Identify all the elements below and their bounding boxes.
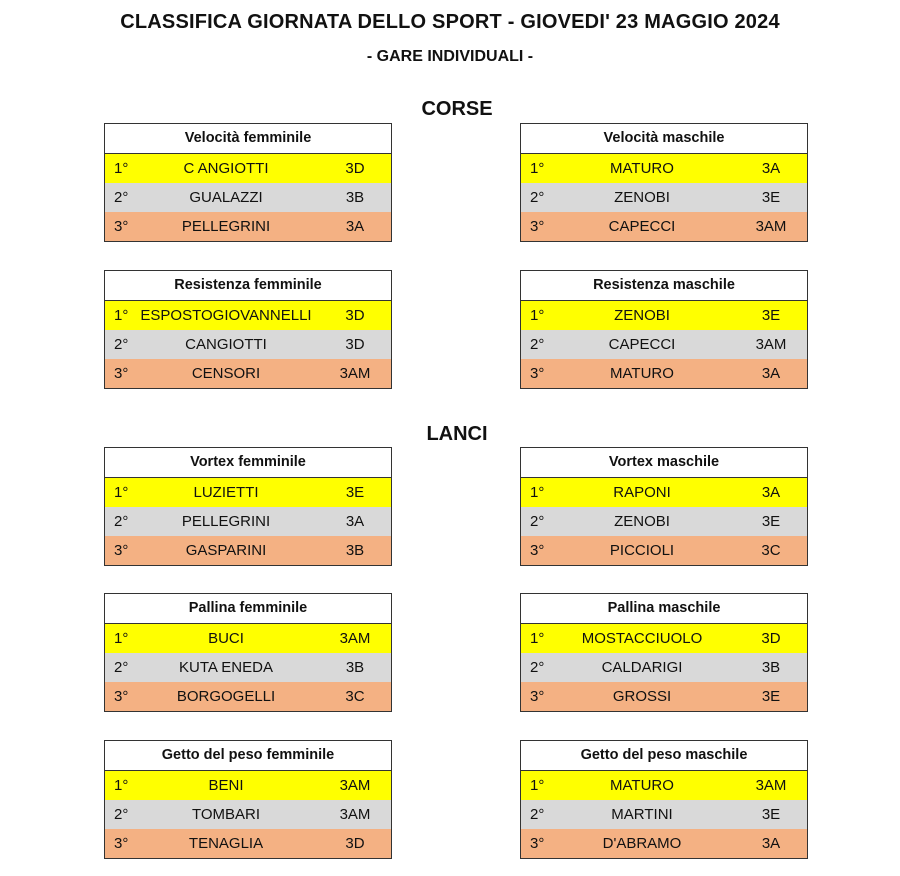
table-row xyxy=(105,829,391,858)
class-label: 3E xyxy=(345,484,365,501)
table-row xyxy=(521,359,807,388)
class-label: 3A xyxy=(761,835,781,852)
athlete-name: CAPECCI xyxy=(608,336,676,353)
class-label: 3D xyxy=(345,160,365,177)
board-title: Velocità femminile xyxy=(105,124,391,154)
position-label: 2° xyxy=(114,806,129,823)
table-row xyxy=(521,301,807,330)
table-row xyxy=(105,212,391,241)
table-row xyxy=(105,800,391,829)
position-label: 1° xyxy=(530,630,545,647)
athlete-name: MOSTACCIUOLO xyxy=(581,630,703,647)
table-row xyxy=(105,183,391,212)
class-label: 3E xyxy=(761,189,781,206)
table-row xyxy=(521,507,807,536)
athlete-name: PICCIOLI xyxy=(609,542,675,559)
athlete-name: PELLEGRINI xyxy=(181,513,271,530)
position-label: 1° xyxy=(530,160,545,177)
board-title: Getto del peso femminile xyxy=(105,741,391,771)
class-label: 3D xyxy=(761,630,781,647)
page-title: CLASSIFICA GIORNATA DELLO SPORT - GIOVEDI' 23 MAGGIO 2024 xyxy=(120,11,780,33)
board-vortex-maschile xyxy=(520,447,808,566)
class-label: 3B xyxy=(345,542,365,559)
class-label: 3E xyxy=(761,806,781,823)
table-row xyxy=(105,771,391,800)
table-row xyxy=(105,536,391,565)
class-label: 3B xyxy=(345,659,365,676)
athlete-name: KUTA ENEDA xyxy=(179,659,273,676)
position-label: 2° xyxy=(530,659,545,676)
position-label: 2° xyxy=(530,513,545,530)
class-label: 3A xyxy=(345,218,365,235)
table-row xyxy=(105,301,391,330)
position-label: 3° xyxy=(530,365,545,382)
table-row xyxy=(105,653,391,682)
board-pallina-maschile xyxy=(520,593,808,712)
class-label: 3A xyxy=(761,365,781,382)
table-row xyxy=(521,800,807,829)
class-label: 3AM xyxy=(755,218,787,235)
athlete-name: GASPARINI xyxy=(185,542,267,559)
position-label: 2° xyxy=(114,189,129,206)
class-label: 3AM xyxy=(339,365,371,382)
board-velocita-maschile xyxy=(520,123,808,242)
class-label: 3AM xyxy=(755,777,787,794)
table-row xyxy=(105,154,391,183)
table-row xyxy=(521,624,807,653)
position-label: 1° xyxy=(114,160,129,177)
position-label: 3° xyxy=(530,542,545,559)
athlete-name: BUCI xyxy=(208,630,244,647)
position-label: 3° xyxy=(530,835,545,852)
class-label: 3AM xyxy=(339,806,371,823)
board-velocita-femminile xyxy=(104,123,392,242)
position-label: 3° xyxy=(530,688,545,705)
class-label: 3C xyxy=(761,542,781,559)
athlete-name: CENSORI xyxy=(191,365,261,382)
athlete-name: D'ABRAMO xyxy=(602,835,682,852)
table-row xyxy=(521,829,807,858)
board-title: Getto del peso maschile xyxy=(521,741,807,771)
position-label: 1° xyxy=(530,777,545,794)
athlete-name: LUZIETTI xyxy=(193,484,259,501)
athlete-name: ESPOSTOGIOVANNELLI xyxy=(140,307,312,324)
class-label: 3B xyxy=(761,659,781,676)
board-vortex-femminile xyxy=(104,447,392,566)
class-label: 3D xyxy=(345,336,365,353)
athlete-name: TOMBARI xyxy=(191,806,261,823)
position-label: 2° xyxy=(530,336,545,353)
athlete-name: RAPONI xyxy=(613,484,671,501)
board-resistenza-maschile xyxy=(520,270,808,389)
position-label: 3° xyxy=(530,218,545,235)
athlete-name: ZENOBI xyxy=(614,189,670,206)
board-resistenza-femminile xyxy=(104,270,392,389)
table-row xyxy=(521,154,807,183)
athlete-name: GROSSI xyxy=(612,688,672,705)
board-getto-peso-maschile xyxy=(520,740,808,859)
section-title-lanci: LANCI xyxy=(426,423,488,445)
athlete-name: MATURO xyxy=(610,160,674,177)
table-row xyxy=(521,183,807,212)
position-label: 3° xyxy=(114,835,129,852)
table-row xyxy=(521,212,807,241)
table-row xyxy=(521,478,807,507)
board-title: Pallina femminile xyxy=(105,594,391,624)
table-row xyxy=(105,359,391,388)
position-label: 2° xyxy=(114,513,129,530)
table-row xyxy=(521,653,807,682)
position-label: 2° xyxy=(530,189,545,206)
class-label: 3A xyxy=(345,513,365,530)
class-label: 3E xyxy=(761,307,781,324)
board-title: Resistenza femminile xyxy=(105,271,391,301)
table-row xyxy=(105,478,391,507)
board-pallina-femminile xyxy=(104,593,392,712)
position-label: 2° xyxy=(530,806,545,823)
class-label: 3E xyxy=(761,513,781,530)
class-label: 3E xyxy=(761,688,781,705)
athlete-name: CANGIOTTI xyxy=(185,336,267,353)
table-row xyxy=(521,536,807,565)
board-title: Pallina maschile xyxy=(521,594,807,624)
table-row xyxy=(521,771,807,800)
athlete-name: MATURO xyxy=(610,365,674,382)
athlete-name: C ANGIOTTI xyxy=(183,160,269,177)
class-label: 3D xyxy=(345,307,365,324)
page-subtitle: - GARE INDIVIDUALI - xyxy=(366,48,534,65)
athlete-name: CALDARIGI xyxy=(601,659,683,676)
table-row xyxy=(521,330,807,359)
table-row xyxy=(105,507,391,536)
athlete-name: ZENOBI xyxy=(614,513,670,530)
class-label: 3AM xyxy=(339,777,371,794)
position-label: 1° xyxy=(530,484,545,501)
section-title-corse: CORSE xyxy=(421,98,493,120)
position-label: 3° xyxy=(114,542,129,559)
athlete-name: MARTINI xyxy=(611,806,673,823)
athlete-name: PELLEGRINI xyxy=(181,218,271,235)
athlete-name: BENI xyxy=(208,777,244,794)
class-label: 3AM xyxy=(755,336,787,353)
board-title: Vortex maschile xyxy=(521,448,807,478)
position-label: 1° xyxy=(114,630,129,647)
athlete-name: CAPECCI xyxy=(608,218,676,235)
board-title: Vortex femminile xyxy=(105,448,391,478)
board-title: Resistenza maschile xyxy=(521,271,807,301)
table-row xyxy=(105,682,391,711)
class-label: 3AM xyxy=(339,630,371,647)
athlete-name: MATURO xyxy=(610,777,674,794)
board-getto-peso-femminile xyxy=(104,740,392,859)
position-label: 1° xyxy=(114,307,129,324)
athlete-name: TENAGLIA xyxy=(188,835,264,852)
athlete-name: GUALAZZI xyxy=(189,189,263,206)
position-label: 1° xyxy=(114,484,129,501)
table-row xyxy=(521,682,807,711)
position-label: 3° xyxy=(114,688,129,705)
table-row xyxy=(105,330,391,359)
class-label: 3B xyxy=(345,189,365,206)
class-label: 3D xyxy=(345,835,365,852)
position-label: 1° xyxy=(114,777,129,794)
position-label: 1° xyxy=(530,307,545,324)
position-label: 2° xyxy=(114,659,129,676)
position-label: 3° xyxy=(114,365,129,382)
class-label: 3C xyxy=(345,688,365,705)
athlete-name: ZENOBI xyxy=(614,307,670,324)
class-label: 3A xyxy=(761,484,781,501)
position-label: 2° xyxy=(114,336,129,353)
table-row xyxy=(105,624,391,653)
board-title: Velocità maschile xyxy=(521,124,807,154)
position-label: 3° xyxy=(114,218,129,235)
athlete-name: BORGOGELLI xyxy=(176,688,276,705)
class-label: 3A xyxy=(761,160,781,177)
